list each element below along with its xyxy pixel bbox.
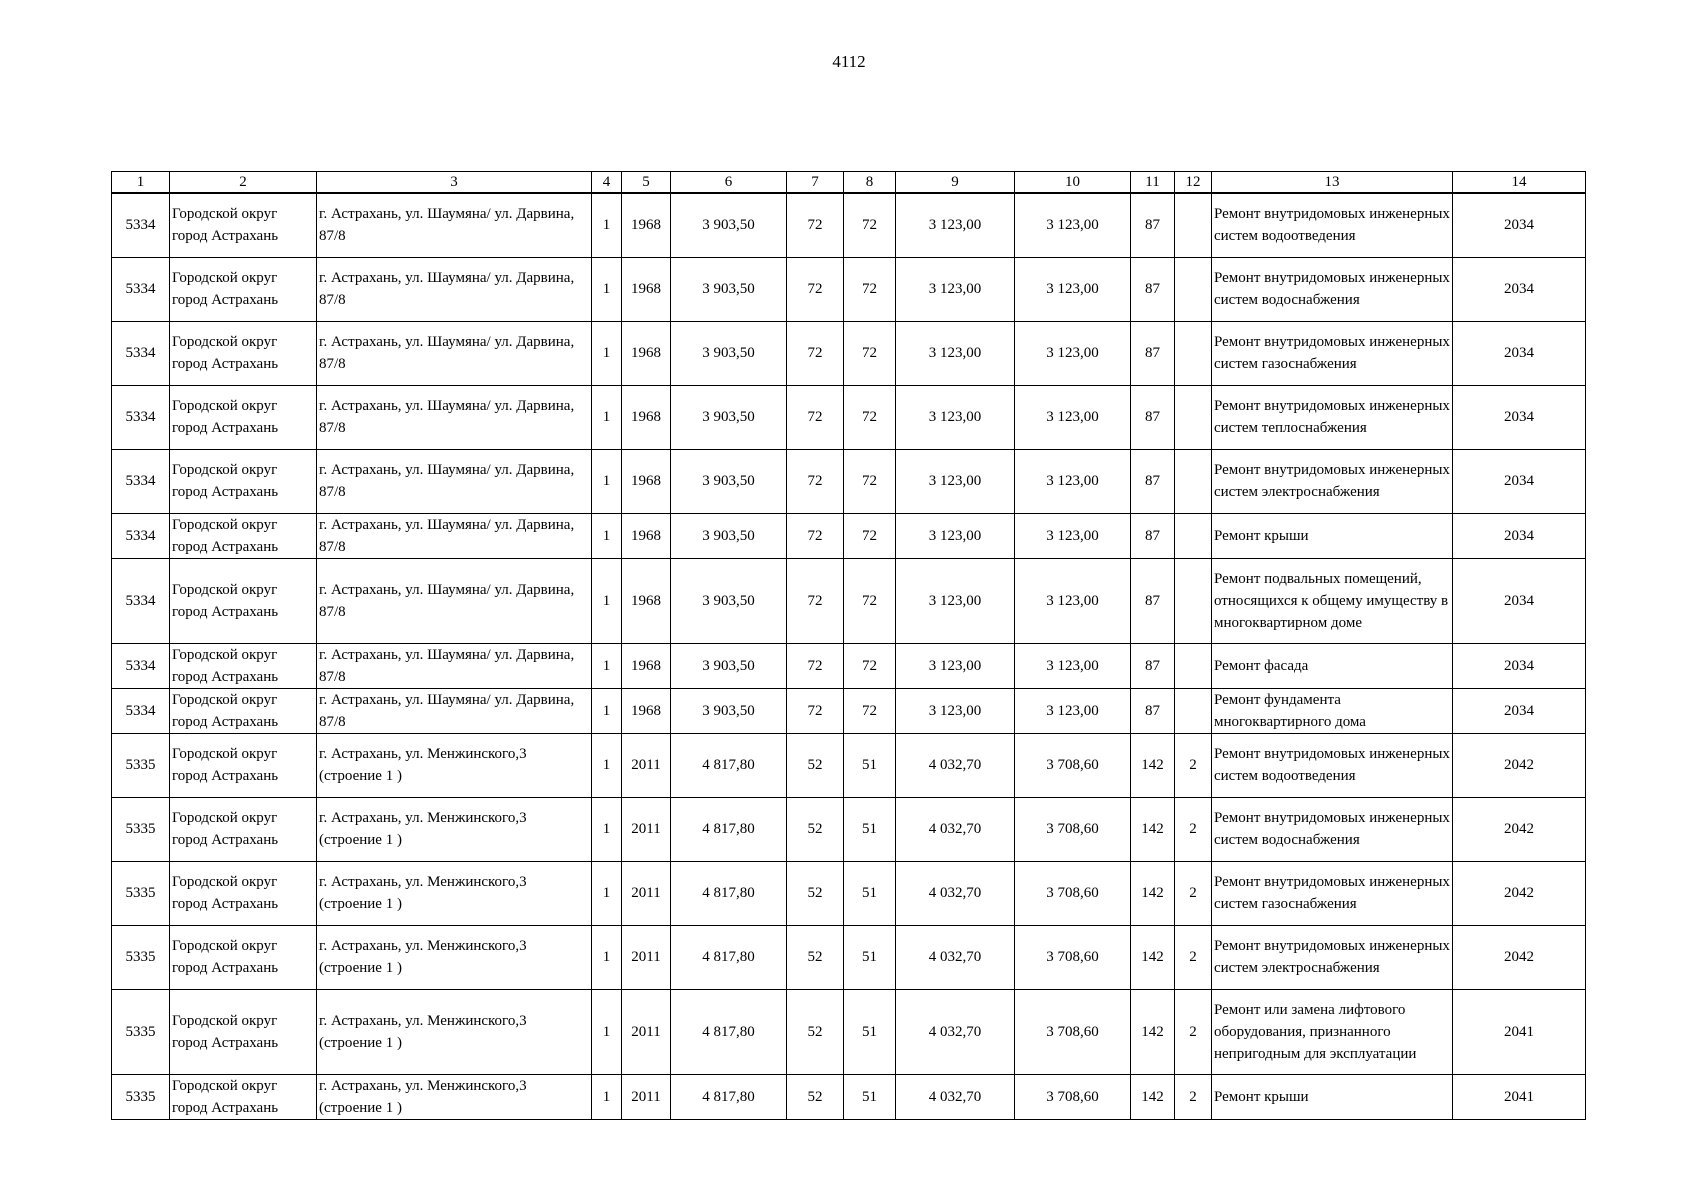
cell-col7: 52 (787, 989, 844, 1074)
cell-col11: 87 (1131, 558, 1175, 643)
cell-col12 (1175, 193, 1212, 257)
cell-record-number: 5334 (112, 193, 170, 257)
cell-col11: 87 (1131, 513, 1175, 558)
cell-col8: 51 (844, 733, 896, 797)
cell-address: г. Астрахань, ул. Менжинского,3 (строение 1 ) (317, 797, 592, 861)
cell-col8: 72 (844, 643, 896, 688)
cell-area-10: 3 123,00 (1015, 193, 1131, 257)
cell-col8: 51 (844, 925, 896, 989)
table-row (112, 861, 1586, 925)
cell-area-10: 3 708,60 (1015, 925, 1131, 989)
cell-area-total: 3 903,50 (671, 257, 787, 321)
cell-area-9: 3 123,00 (896, 449, 1015, 513)
table-row (112, 989, 1586, 1074)
cell-col4: 1 (592, 558, 622, 643)
cell-plan-year: 2034 (1453, 257, 1586, 321)
cell-col7: 52 (787, 733, 844, 797)
cell-col4: 1 (592, 385, 622, 449)
cell-address: г. Астрахань, ул. Менжинского,3 (строение 1 ) (317, 733, 592, 797)
table-header (112, 172, 1586, 194)
cell-col7: 72 (787, 558, 844, 643)
cell-record-number: 5334 (112, 385, 170, 449)
cell-col12 (1175, 643, 1212, 688)
table-row (112, 257, 1586, 321)
cell-col7: 52 (787, 925, 844, 989)
cell-plan-year: 2034 (1453, 513, 1586, 558)
cell-col11: 87 (1131, 321, 1175, 385)
cell-municipality: Городской округ город Астрахань (170, 513, 317, 558)
cell-col8: 51 (844, 989, 896, 1074)
cell-address: г. Астрахань, ул. Шаумяна/ ул. Дарвина, 87/8 (317, 385, 592, 449)
header-cell-3: 3 (317, 172, 592, 194)
cell-year: 2011 (622, 925, 671, 989)
table-row (112, 449, 1586, 513)
cell-municipality: Городской округ город Астрахань (170, 688, 317, 733)
cell-municipality: Городской округ город Астрахань (170, 989, 317, 1074)
cell-year: 2011 (622, 989, 671, 1074)
cell-municipality: Городской округ город Астрахань (170, 558, 317, 643)
cell-work-type: Ремонт внутридомовых инженерных систем водоснабжения (1212, 257, 1453, 321)
cell-col4: 1 (592, 861, 622, 925)
cell-col12 (1175, 321, 1212, 385)
cell-work-type: Ремонт внутридомовых инженерных систем водоснабжения (1212, 797, 1453, 861)
cell-col11: 87 (1131, 688, 1175, 733)
cell-col8: 72 (844, 513, 896, 558)
table-row (112, 513, 1586, 558)
header-cell-10: 10 (1015, 172, 1131, 194)
cell-municipality: Городской округ город Астрахань (170, 193, 317, 257)
cell-plan-year: 2034 (1453, 449, 1586, 513)
cell-plan-year: 2042 (1453, 925, 1586, 989)
cell-work-type: Ремонт внутридомовых инженерных систем электроснабжения (1212, 925, 1453, 989)
header-cell-11: 11 (1131, 172, 1175, 194)
cell-address: г. Астрахань, ул. Шаумяна/ ул. Дарвина, 87/8 (317, 688, 592, 733)
cell-record-number: 5335 (112, 989, 170, 1074)
cell-col8: 72 (844, 321, 896, 385)
cell-area-10: 3 123,00 (1015, 513, 1131, 558)
cell-plan-year: 2041 (1453, 1074, 1586, 1119)
cell-col11: 142 (1131, 797, 1175, 861)
cell-area-9: 4 032,70 (896, 989, 1015, 1074)
cell-area-total: 4 817,80 (671, 861, 787, 925)
cell-address: г. Астрахань, ул. Шаумяна/ ул. Дарвина, 87/8 (317, 513, 592, 558)
cell-plan-year: 2034 (1453, 558, 1586, 643)
cell-work-type: Ремонт или замена лифтового оборудования, признанного непригодным для эксплуатации (1212, 989, 1453, 1074)
cell-col11: 142 (1131, 733, 1175, 797)
cell-col8: 51 (844, 1074, 896, 1119)
cell-col7: 72 (787, 688, 844, 733)
cell-col12: 2 (1175, 925, 1212, 989)
cell-area-10: 3 123,00 (1015, 449, 1131, 513)
cell-col12 (1175, 688, 1212, 733)
cell-address: г. Астрахань, ул. Шаумяна/ ул. Дарвина, 87/8 (317, 257, 592, 321)
cell-area-total: 3 903,50 (671, 449, 787, 513)
cell-col12: 2 (1175, 861, 1212, 925)
cell-col4: 1 (592, 688, 622, 733)
cell-area-9: 3 123,00 (896, 257, 1015, 321)
cell-address: г. Астрахань, ул. Шаумяна/ ул. Дарвина, 87/8 (317, 643, 592, 688)
cell-municipality: Городской округ город Астрахань (170, 385, 317, 449)
cell-col12 (1175, 558, 1212, 643)
cell-area-9: 3 123,00 (896, 558, 1015, 643)
cell-year: 1968 (622, 449, 671, 513)
cell-work-type: Ремонт внутридомовых инженерных систем электроснабжения (1212, 449, 1453, 513)
cell-year: 1968 (622, 558, 671, 643)
cell-area-10: 3 123,00 (1015, 558, 1131, 643)
cell-col8: 72 (844, 558, 896, 643)
cell-address: г. Астрахань, ул. Менжинского,3 (строение 1 ) (317, 989, 592, 1074)
header-cell-7: 7 (787, 172, 844, 194)
cell-area-9: 3 123,00 (896, 513, 1015, 558)
cell-record-number: 5334 (112, 257, 170, 321)
cell-col12: 2 (1175, 797, 1212, 861)
cell-col12: 2 (1175, 989, 1212, 1074)
cell-col4: 1 (592, 1074, 622, 1119)
cell-area-total: 3 903,50 (671, 321, 787, 385)
cell-municipality: Городской округ город Астрахань (170, 449, 317, 513)
cell-col11: 142 (1131, 1074, 1175, 1119)
cell-year: 2011 (622, 861, 671, 925)
header-cell-14: 14 (1453, 172, 1586, 194)
cell-area-total: 3 903,50 (671, 193, 787, 257)
cell-col11: 87 (1131, 449, 1175, 513)
cell-address: г. Астрахань, ул. Менжинского,3 (строение 1 ) (317, 925, 592, 989)
header-cell-1: 1 (112, 172, 170, 194)
cell-area-9: 3 123,00 (896, 385, 1015, 449)
cell-year: 2011 (622, 1074, 671, 1119)
cell-col11: 87 (1131, 193, 1175, 257)
cell-plan-year: 2041 (1453, 989, 1586, 1074)
table-row (112, 321, 1586, 385)
cell-record-number: 5334 (112, 643, 170, 688)
cell-area-total: 4 817,80 (671, 733, 787, 797)
cell-area-9: 3 123,00 (896, 193, 1015, 257)
cell-address: г. Астрахань, ул. Шаумяна/ ул. Дарвина, 87/8 (317, 193, 592, 257)
cell-col7: 52 (787, 1074, 844, 1119)
cell-area-9: 4 032,70 (896, 797, 1015, 861)
cell-col8: 72 (844, 449, 896, 513)
table-body (112, 193, 1586, 1119)
header-row (112, 172, 1586, 194)
cell-work-type: Ремонт внутридомовых инженерных систем газоснабжения (1212, 321, 1453, 385)
cell-record-number: 5334 (112, 513, 170, 558)
cell-col8: 72 (844, 193, 896, 257)
cell-work-type: Ремонт подвальных помещений, относящихся к общему имуществу в многоквартирном доме (1212, 558, 1453, 643)
header-cell-13: 13 (1212, 172, 1453, 194)
cell-address: г. Астрахань, ул. Шаумяна/ ул. Дарвина, 87/8 (317, 558, 592, 643)
cell-col12 (1175, 513, 1212, 558)
cell-year: 2011 (622, 797, 671, 861)
table-row (112, 688, 1586, 733)
cell-col11: 87 (1131, 643, 1175, 688)
cell-record-number: 5334 (112, 449, 170, 513)
cell-year: 2011 (622, 733, 671, 797)
header-cell-6: 6 (671, 172, 787, 194)
cell-municipality: Городской округ город Астрахань (170, 1074, 317, 1119)
cell-municipality: Городской округ город Астрахань (170, 797, 317, 861)
cell-record-number: 5334 (112, 558, 170, 643)
cell-work-type: Ремонт фундамента многоквартирного дома (1212, 688, 1453, 733)
cell-col11: 142 (1131, 925, 1175, 989)
cell-work-type: Ремонт крыши (1212, 1074, 1453, 1119)
cell-address: г. Астрахань, ул. Менжинского,3 (строение 1 ) (317, 861, 592, 925)
cell-work-type: Ремонт внутридомовых инженерных систем теплоснабжения (1212, 385, 1453, 449)
cell-municipality: Городской округ город Астрахань (170, 257, 317, 321)
cell-record-number: 5335 (112, 733, 170, 797)
header-cell-9: 9 (896, 172, 1015, 194)
cell-col11: 142 (1131, 861, 1175, 925)
cell-work-type: Ремонт внутридомовых инженерных систем газоснабжения (1212, 861, 1453, 925)
cell-area-total: 4 817,80 (671, 989, 787, 1074)
cell-plan-year: 2042 (1453, 861, 1586, 925)
cell-year: 1968 (622, 193, 671, 257)
header-cell-12: 12 (1175, 172, 1212, 194)
header-cell-5: 5 (622, 172, 671, 194)
cell-area-9: 3 123,00 (896, 643, 1015, 688)
cell-col12 (1175, 449, 1212, 513)
cell-area-10: 3 123,00 (1015, 688, 1131, 733)
cell-plan-year: 2034 (1453, 688, 1586, 733)
cell-col12: 2 (1175, 1074, 1212, 1119)
cell-plan-year: 2042 (1453, 797, 1586, 861)
cell-col4: 1 (592, 513, 622, 558)
cell-plan-year: 2034 (1453, 385, 1586, 449)
header-cell-2: 2 (170, 172, 317, 194)
cell-year: 1968 (622, 688, 671, 733)
cell-area-9: 4 032,70 (896, 733, 1015, 797)
cell-year: 1968 (622, 321, 671, 385)
cell-area-total: 3 903,50 (671, 513, 787, 558)
cell-area-10: 3 123,00 (1015, 385, 1131, 449)
table-row (112, 558, 1586, 643)
cell-record-number: 5335 (112, 1074, 170, 1119)
page-number: 4112 (832, 52, 866, 71)
cell-work-type: Ремонт фасада (1212, 643, 1453, 688)
cell-area-10: 3 123,00 (1015, 321, 1131, 385)
cell-plan-year: 2042 (1453, 733, 1586, 797)
cell-area-9: 4 032,70 (896, 861, 1015, 925)
cell-col7: 72 (787, 449, 844, 513)
cell-municipality: Городской округ город Астрахань (170, 861, 317, 925)
cell-area-10: 3 708,60 (1015, 733, 1131, 797)
cell-year: 1968 (622, 385, 671, 449)
cell-col11: 87 (1131, 257, 1175, 321)
repair-schedule-table (111, 171, 1586, 1120)
cell-area-total: 3 903,50 (671, 385, 787, 449)
cell-plan-year: 2034 (1453, 193, 1586, 257)
cell-area-9: 3 123,00 (896, 321, 1015, 385)
cell-area-total: 4 817,80 (671, 925, 787, 989)
cell-municipality: Городской округ город Астрахань (170, 321, 317, 385)
cell-area-9: 3 123,00 (896, 688, 1015, 733)
cell-area-total: 4 817,80 (671, 797, 787, 861)
cell-area-10: 3 708,60 (1015, 989, 1131, 1074)
cell-col12 (1175, 257, 1212, 321)
cell-year: 1968 (622, 643, 671, 688)
cell-col4: 1 (592, 449, 622, 513)
cell-col8: 72 (844, 688, 896, 733)
cell-col11: 87 (1131, 385, 1175, 449)
table-row (112, 643, 1586, 688)
cell-col8: 72 (844, 385, 896, 449)
cell-area-10: 3 708,60 (1015, 1074, 1131, 1119)
cell-area-total: 3 903,50 (671, 643, 787, 688)
cell-col11: 142 (1131, 989, 1175, 1074)
cell-area-total: 4 817,80 (671, 1074, 787, 1119)
table-row (112, 797, 1586, 861)
cell-area-total: 3 903,50 (671, 558, 787, 643)
cell-col12: 2 (1175, 733, 1212, 797)
cell-area-total: 3 903,50 (671, 688, 787, 733)
cell-col7: 72 (787, 513, 844, 558)
cell-area-10: 3 708,60 (1015, 797, 1131, 861)
cell-col8: 51 (844, 797, 896, 861)
cell-area-10: 3 123,00 (1015, 257, 1131, 321)
table-row (112, 193, 1586, 257)
cell-col4: 1 (592, 733, 622, 797)
cell-address: г. Астрахань, ул. Шаумяна/ ул. Дарвина, 87/8 (317, 449, 592, 513)
cell-col7: 72 (787, 643, 844, 688)
cell-record-number: 5335 (112, 861, 170, 925)
cell-col4: 1 (592, 989, 622, 1074)
cell-col4: 1 (592, 643, 622, 688)
table-row (112, 925, 1586, 989)
cell-col8: 51 (844, 861, 896, 925)
cell-col4: 1 (592, 257, 622, 321)
cell-municipality: Городской округ город Астрахань (170, 925, 317, 989)
cell-col4: 1 (592, 321, 622, 385)
header-cell-4: 4 (592, 172, 622, 194)
cell-area-10: 3 708,60 (1015, 861, 1131, 925)
cell-col7: 72 (787, 321, 844, 385)
cell-col4: 1 (592, 193, 622, 257)
cell-work-type: Ремонт внутридомовых инженерных систем водоотведения (1212, 193, 1453, 257)
table-row (112, 385, 1586, 449)
cell-address: г. Астрахань, ул. Менжинского,3 (строение 1 ) (317, 1074, 592, 1119)
cell-plan-year: 2034 (1453, 321, 1586, 385)
cell-year: 1968 (622, 257, 671, 321)
cell-col7: 52 (787, 861, 844, 925)
cell-work-type: Ремонт крыши (1212, 513, 1453, 558)
cell-municipality: Городской округ город Астрахань (170, 643, 317, 688)
cell-plan-year: 2034 (1453, 643, 1586, 688)
header-cell-8: 8 (844, 172, 896, 194)
cell-record-number: 5334 (112, 688, 170, 733)
cell-col12 (1175, 385, 1212, 449)
cell-record-number: 5334 (112, 321, 170, 385)
cell-col7: 52 (787, 797, 844, 861)
cell-record-number: 5335 (112, 925, 170, 989)
table-row (112, 1074, 1586, 1119)
cell-area-9: 4 032,70 (896, 925, 1015, 989)
cell-municipality: Городской округ город Астрахань (170, 733, 317, 797)
cell-area-9: 4 032,70 (896, 1074, 1015, 1119)
cell-work-type: Ремонт внутридомовых инженерных систем водоотведения (1212, 733, 1453, 797)
cell-col7: 72 (787, 385, 844, 449)
cell-col4: 1 (592, 925, 622, 989)
cell-area-10: 3 123,00 (1015, 643, 1131, 688)
cell-col8: 72 (844, 257, 896, 321)
cell-col4: 1 (592, 797, 622, 861)
cell-col7: 72 (787, 193, 844, 257)
cell-record-number: 5335 (112, 797, 170, 861)
cell-col7: 72 (787, 257, 844, 321)
cell-year: 1968 (622, 513, 671, 558)
table-row (112, 733, 1586, 797)
cell-address: г. Астрахань, ул. Шаумяна/ ул. Дарвина, 87/8 (317, 321, 592, 385)
